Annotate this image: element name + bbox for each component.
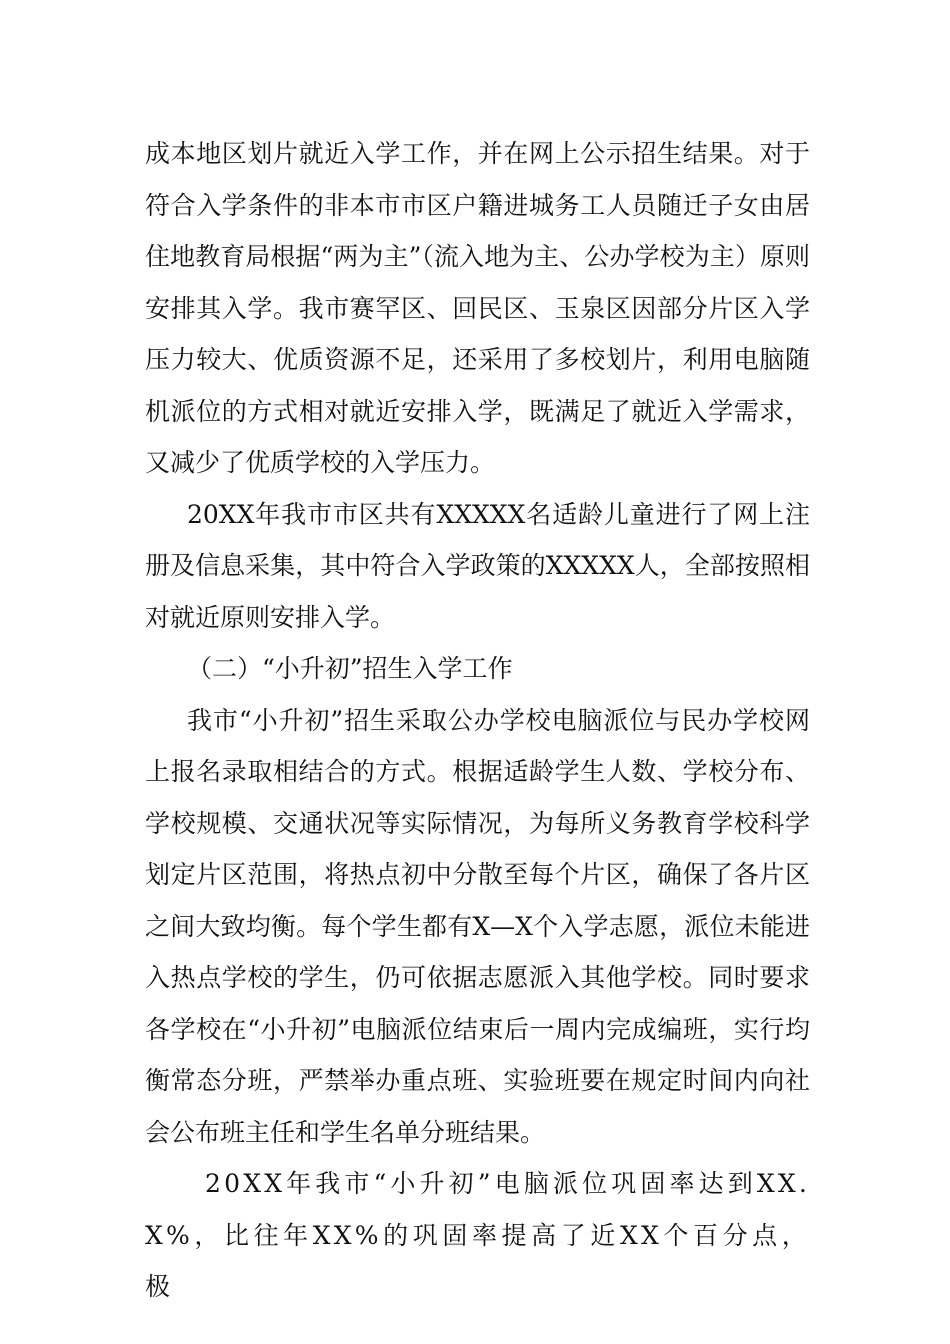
paragraph-middle-school-admission: 我市“小升初”招生采取公办学校电脑派位与民办学校网上报名录取相结合的方式。根据适龄学生人数、学校分布、学校规模、交通状况等实际情况，为每所义务教育学校科学划定片区范围，将热点初中分散至每个片区，确保了各片区之间大致均衡。每个学生都有X—X个入学志愿，派位未能进入热点学校的学生，仍可依据志愿派入其他学校。同时要求各学校在“小升初”电脑派位结束后一周内完成编班，实行均衡常态分班，严禁举办重点班、实验班要在规定时间内向社会公布班主任和学生名单分班结果。 [145, 705, 810, 1147]
paragraph-continuation: 成本地区划片就近入学工作，并在网上公示招生结果。对于符合入学条件的非本市市区户籍进城务工人员随迁子女由居住地教育局根据“两为主”（流入地为主、公办学校为主）原则安排其入学。我市赛罕区、回民区、玉泉区因部分片区入学压力较大、优质资源不足，还采用了多校划片，利用电脑随机派位的方式相对就近安排入学，既满足了就近入学需求，又减少了优质学校的入学压力。 [145, 139, 810, 477]
paragraph-retention-rate: 20XX年我市“小升初”电脑派位巩固率达到XX.X%，比往年XX%的巩固率提高了近XX个百分点，极 [145, 1169, 810, 1301]
section-heading: （二）“小升初”招生入学工作 [187, 654, 513, 683]
paragraph-enrollment-stats: 20XX年我市市区共有XXXXX名适龄儿童进行了网上注册及信息采集，其中符合入学政策的XXXXX人，全部按照相对就近原则安排入学。 [145, 499, 810, 632]
document-body [145, 128, 810, 1313]
